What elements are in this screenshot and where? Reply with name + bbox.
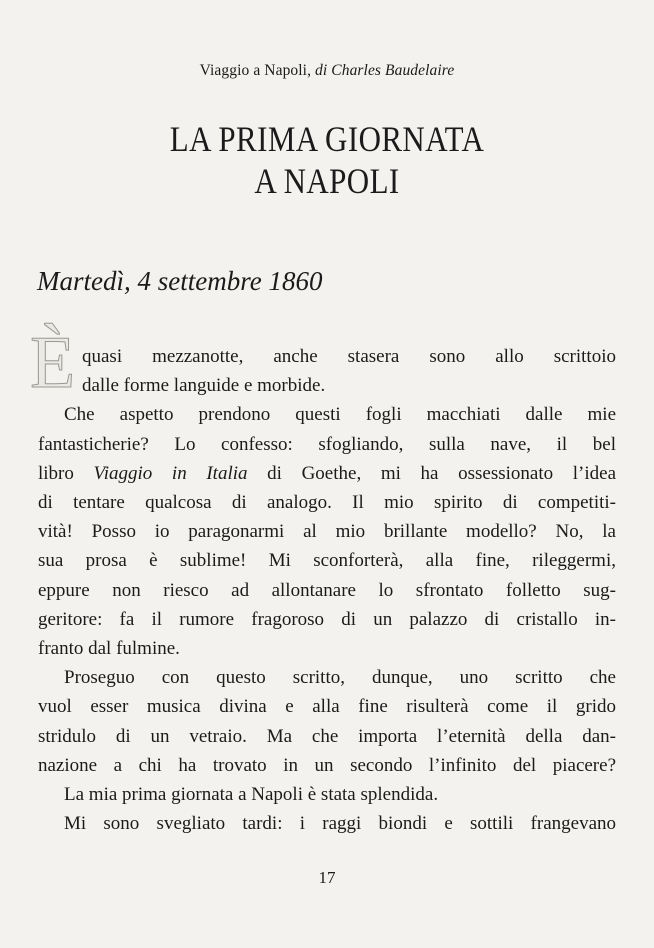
text-line: dalle forme languide e morbide.	[82, 375, 326, 397]
text-line: geritore: fa il rumore fragoroso di un palazzo di cristallo in-	[38, 608, 616, 630]
text-line	[38, 459, 616, 488]
text-line: Mi sono svegliato tardi: i raggi biondi e sottili frangevano	[64, 813, 616, 835]
text-line: quasi mezzanotte, anche stasera sono allo scrittoio	[82, 346, 616, 367]
text-line: sua prosa è sublime! Mi sconforterà, alla fine, rileggermi,	[38, 550, 616, 572]
text-line: Proseguo con questo scritto, dunque, uno scritto che	[64, 667, 616, 689]
running-head-author: di Charles Baudelaire	[315, 62, 455, 79]
text-line: di tentare qualcosa di analogo. Il mio spirito di competiti-	[38, 492, 616, 514]
date-heading: Martedì, 4 settembre 1860	[37, 266, 323, 296]
text-line: vuol esser musica divina e alla fine risulterà come il grido	[38, 696, 616, 718]
text-line: nazione a chi ha trovato in un secondo l’infinito del piacere?	[38, 754, 616, 776]
chapter-title	[46, 118, 608, 202]
running-head	[0, 62, 654, 80]
body-text	[38, 342, 616, 838]
text-line: fantasticherie? Lo confesso: sfogliando, sulla nave, il bel	[38, 433, 616, 455]
text-fragment: libro	[38, 462, 94, 484]
running-head-title: Viaggio a Napoli,	[199, 62, 312, 79]
chapter-title-line-1: LA PRIMA GIORNATA	[169, 119, 485, 159]
text-line: stridulo di un vetraio. Ma che importa l’eternità della dan-	[38, 725, 616, 747]
text-fragment: di Goethe, mi ha ossessionato l’idea	[247, 462, 616, 484]
text-line: vità! Posso io paragonarmi al mio brillante modello? No, la	[38, 521, 616, 543]
text-line: eppure non riesco ad allontanare lo sfrontato folletto sug-	[38, 579, 616, 601]
page-number: 17	[318, 868, 336, 887]
text-line: Che aspetto prendono questi fogli macchiati dalle mie	[64, 404, 616, 426]
drop-cap: È	[30, 322, 76, 404]
text-line: franto dal fulmine.	[38, 638, 180, 660]
text-line: La mia prima giornata a Napoli è stata splendida.	[64, 784, 439, 806]
book-title: Viaggio in Italia	[93, 462, 248, 484]
chapter-title-line-2: A NAPOLI	[254, 161, 400, 201]
